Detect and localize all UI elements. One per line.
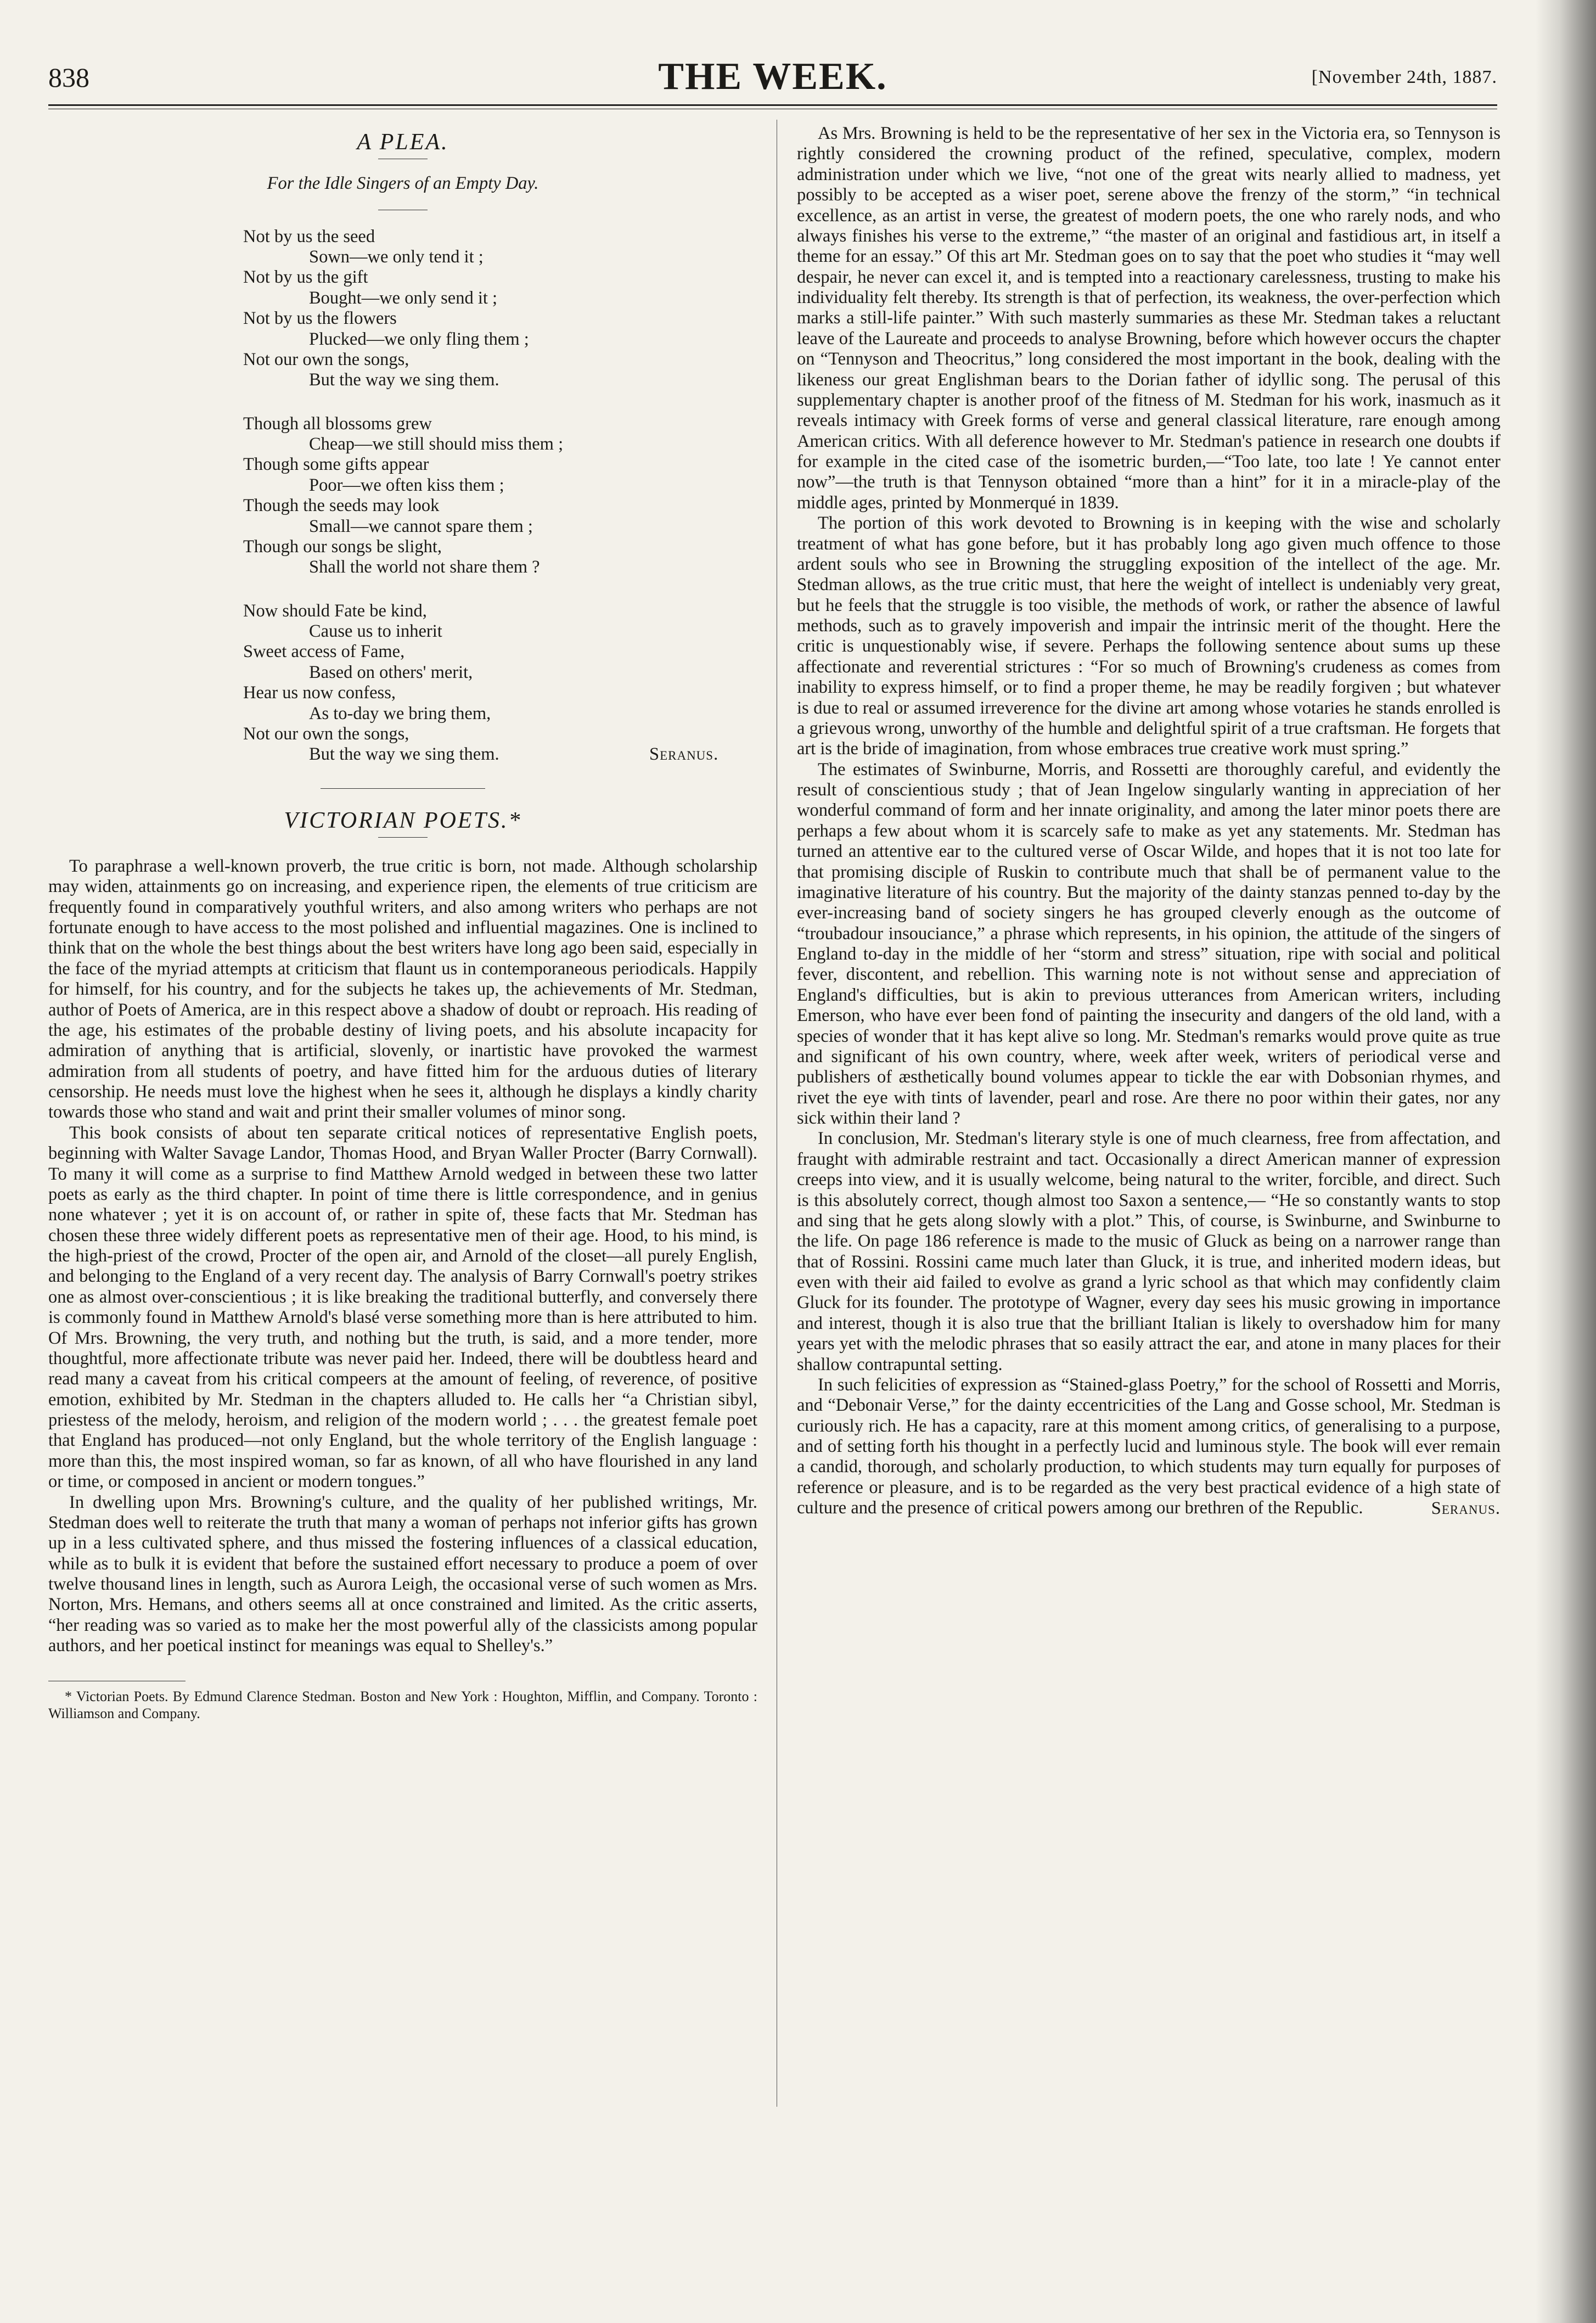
poem-line: Cause us to inherit [309,621,442,642]
stanza-3 [243,601,757,765]
article-paragraph: The estimates of Swinburne, Morris, and Rossetti are thoroughly careful, and evidently the result of conscientious study ; that of Jean Ingelow singularly wanting in appreciation of her wonderful command of form and her innate originality, and among the later minor poets there are perhaps a few about whom it is scarcely safe to make as yet any statements. Mr. Stedman has turned an attentive ear to the cultured verse of Oscar Wilde, and hopes that it is not too late for that promising disciple of Ruskin to contribute much that shall be of permanent value to the imaginative literature of his country. But the majority of the dainty stanzas penned to-day by the ever-increasing band of society singers he has grouped cleverly enough as the outcome of “troubadour insouciance,” a phrase which represents, in his opinion, the attitude of the singers of England to-day in the middle of her “storm and stress” situation, ripe with social and political fever, discontent, and rebellion. This warning note is not without sense and appreciation of England's difficulties, but is akin to previous utterances from American writers, including Emerson, who have ever been fond of painting the insecurity and dangers of the old land, with a species of wonder that it has kept alive so long. Mr. Stedman's remarks would prove quite as true and significant of his own country, where, week after week, writers of periodical verse and publishers of æsthetically bound volumes appear to tickle the ear with Dobsonian rhymes, and rivet the eye with tints of lavender, pearl and rose. Are there no poor within their gates, nor any sick within their land ? [797,759,1501,1128]
poem-line: Not by us the seed [243,226,375,246]
poem-line: Hear us now confess, [243,683,396,703]
poem-line: Not our own the songs, [243,723,409,744]
article-paragraph: In conclusion, Mr. Stedman's literary style is one of much clearness, free from affectation, and fraught with admirable restraint and tact. Occasionally a direct American manner of expression creeps into view, and it is usually welcome, being natural to the writer, forcible, and direct. Such is this absolutely correct, though almost too Saxon a sentence,— “He so constantly wants to stop and sing that he gets along slowly with a plot.” This, of course, is Swinburne, and Swinburne to the life. On page 186 reference is made to the music of Gluck as being on a narrower range than that of Rossini. Rossini came much later than Gluck, it is true, and inherited modern ideas, but even with their aid failed to evolve as grand a lyric school as that which may confidently claim Gluck for its founder. The prototype of Wagner, every day sees his music growing in importance and interest, though it is also true that the brilliant Italian is likely to overshadow him for many years yet with the melodic phrases that so easily attract the ear, and atone in many places for their shallow contrapuntal setting. [797,1129,1501,1374]
poem-line: But the way we sing them. [309,370,499,390]
article-paragraph: To paraphrase a well-known proverb, the true critic is born, not made. Although scholarship may widen, attainments go on increasing, and experience ripen, the elements of true criticism are frequently found in comparatively youthful writers, and also among writers who perhaps are not fortunate enough to have access to the most polished and influential magazines. One is inclined to think that on the whole the best things about the best writers have long ago been said, especially in the face of the myriad attempts at criticism that flaunt us in contemporaneous periodicals. Happily for himself, for his country, and for the subjects he takes up, the achievements of Mr. Stedman, author of Poets of America, are in this respect above a shadow of doubt or reproach. His reading of the age, his estimates of the probable destiny of living poets, and his absolute incapacity for admiration of anything that is artificial, slovenly, or inartistic have provoked the warmest admiration from all students of poetry, and have fitted him for the arduous duties of literary censorship. He needs must love the highest when he sees it, although he displays a kindly charity towards those who stand and wait and print their smaller volumes of minor song. [48,856,757,1123]
poem-line: Small—we cannot spare them ; [309,516,533,536]
page-binding-edge [1536,0,1596,2323]
poem-line: Cheap—we still should miss them ; [309,434,564,454]
article-signature: Seranus. [1431,1498,1501,1518]
left-column [48,124,757,1722]
poem-line: Sweet access of Fame, [243,642,405,662]
poem-line: Though some gifts appear [243,454,429,475]
header-rule [48,104,1497,106]
article-paragraph: The portion of this work devoted to Browning is in keeping with the wise and scholarly treatment of what has gone before, but it has probably long ago given much offence to those ardent souls who see in Browning the struggling exposition of the intellect of the age. Mr. Stedman allows, as the true critic must, that here the weight of intellect is undeniably very great, but he feels that the struggle is too visible, the methods of work, or rather the absence of lawful methods, such as to gravely impoverish and impair the intrinsic merit of the thought. Here the critic is unquestionably wise, if severe. Perhaps the following sentence about sums up these affectionate and reverential strictures : “For so much of Browning's crudeness as comes from inability to express himself, or to find a proper theme, he may be readily forgiven ; but whatever is due to real or assumed irreverence for the divine art among whose votaries he stands enrolled is a grievous wrong, unworthy of the humble and delightful spirit of a true craftsman. He forgets that art is the bride of imagination, from whose embraces true creative work must spring.” [797,513,1501,759]
victorian-title: VICTORIAN POETS.* [284,807,522,833]
poem-line: Though our songs be slight, [243,536,442,557]
poem-line: Shall the world not share them ? [309,557,540,577]
poem-line: Though all blossoms grew [243,413,432,434]
poem-line: Sown—we only tend it ; [309,247,484,267]
section-separator [321,788,485,789]
poem-line: Not by us the gift [243,267,368,288]
poem-line: Now should Fate be kind, [243,601,427,621]
poem-line: As to-day we bring them, [309,703,491,723]
article-paragraph: In dwelling upon Mrs. Browning's culture, and the quality of her published writings, Mr. Stedman does well to reiterate the truth that many a woman of perhaps not inferior gifts has grown up in a less cultivated sphere, and thus missed the fostering influences of a classical education, while as to bulk it is evident that before the sustained effort necessary to produce a poem of over twelve thousand lines in length, such as Aurora Leigh, the occasional verse of such women as Mrs. Norton, Mrs. Hemans, and others seems all at once constrained and limited. As the critic asserts, “her reading was so varied as to make her the most powerful ally of the classicists among popular authors, and her poetical instinct for meanings was equal to Shelley's.” [48,1492,757,1656]
poem-line: Based on others' merit, [309,662,473,682]
plea-title: A PLEA. [357,130,449,155]
footnote: * Victorian Poets. By Edmund Clarence Stedman. Boston and New York : Houghton, Mifflin, and Company. Toronto : Williamson and Company. [48,1688,757,1721]
poem-line: Not by us the flowers [243,308,397,329]
poem-line: Not our own the songs, [243,349,409,369]
plea-signature: Seranus. [649,744,719,765]
poem-line [243,744,757,765]
page-header [48,55,1497,104]
poem-line: Bought—we only send it ; [309,288,498,308]
poem-line: Though the seeds may look [243,496,440,516]
article-paragraph: This book consists of about ten separate critical notices of representative English poets, beginning with Walter Savage Landor, Thomas Hood, and Bryan Waller Procter (Barry Cornwall). To many it will come as a surprise to find Matthew Arnold wedged in between these two latter poets as early as the third chapter. In point of time there is little correspondence, and in genius none whatever ; yet it is on account of, or rather in spite of, these facts that Mr. Stedman has chosen these three widely different poets as representative men of their age. Hood, to his mind, is the high-priest of the crowd, Procter of the open air, and Arnold of the closet—all purely English, and belonging to the England of a very recent day. The analysis of Barry Cornwall's poetry strikes one as almost over-conscientious ; it is like breaking the traditional butterfly, and conversely there is commonly found in Matthew Arnold's blasé verse something more than is here attributed to him. Of Mrs. Browning, the very truth, and nothing but the truth, is said, and a more tender, more thoughtful, more affectionate tribute was never paid her. Indeed, there will be doubtless heard and read many a caveat from his critical compeers at the amount of feeling, of reverence, of positive emotion, exhibited by Mr. Stedman in the chapters alluded to. He calls her “a Christian sibyl, priestess of the melody, heroism, and religion of the modern world ; . . . the greatest female poet that England has produced—not only England, but the whole territory of the English language : more than this, the most inspired woman, so far as known, of all who have flourished in any land or time, or composed in ancient or modern tongues.” [48,1123,757,1492]
masthead-title: THE WEEK. [658,55,887,98]
poem-line: Poor—we often kiss them ; [309,475,504,495]
article-paragraph: As Mrs. Browning is held to be the representative of her sex in the Victoria era, so Tennyson is rightly considered the crowning product of the refined, speculative, complex, modern administration under which we live, “not one of the great wits nearly allied to madness, yet possibly to be accepted as a wiser poet, serene above the frenzy of the storm,” “in technical excellence, as an artist in verse, the greatest of modern poets, the one who rarely nods, and who always finishes his verse to the extreme,” “the master of an original and fastidious art, in itself a theme for an essay.” Of this art Mr. Stedman goes on to say that the poet who studies it “may well despair, he never can excel it, and is tempted into a reactionary carelessness, trusting to make his individuality felt thereby. Its strength is that of perfection, its weakness, the over-perfection which marks a still-life painter.” With such masterly summaries as these Mr. Stedman takes a reluctant leave of the Laureate and proceeds to analyse Browning, before which however occurs the chapter on “Tennyson and Theocritus,” long considered the most important in the book, dealing with the likeness our great Englishman bears to the Dorian father of idyllic song. The perusal of this supplementary chapter is another proof of the fitness of M. Stedman for his work, inasmuch as it reveals intimacy with Greek forms of verse and general classical literature, rare enough among American critics. With all deference however to Mr. Stedman's patience in research one doubts if for example in the cited case of the isometric burden,—“Too late, too late ! Ye cannot enter now”—the truth is that Tennyson obtained “more than a hint” for it in a miracle-play of the middle ages, printed by Monmerqué in 1839. [797,124,1501,513]
page-number: 838 [48,62,89,93]
right-column [797,124,1501,1519]
issue-date: [November 24th, 1887. [1311,67,1497,87]
stanza-1 [243,227,757,391]
article-paragraph: In such felicities of expression as “Stained-glass Poetry,” for the school of Rossetti and Morris, and “Debonair Verse,” for the dainty eccentricities of the Lang and Gosse school, Mr. Stedman is curiously rich. He has a capacity, rare at this moment among critics, of generalising to a purpose, and of setting forth his thought in a perfectly lucid and luminous style. The book will ever remain a candid, thorough, and scholarly production, to which students may turn equally for purposes of reference or pleasure, and is to be regarded as the very best practical evidence of a high state of culture and the presence of critical powers among our brethren of the Republic. [797,1374,1501,1518]
plea-subtitle: For the Idle Singers of an Empty Day. [267,173,539,194]
stanza-2 [243,414,757,578]
poem [243,227,757,765]
victorian-title-rule [378,837,428,838]
poem-last-line: But the way we sing them. [309,744,499,765]
poem-line: Plucked—we only fling them ; [309,329,529,349]
